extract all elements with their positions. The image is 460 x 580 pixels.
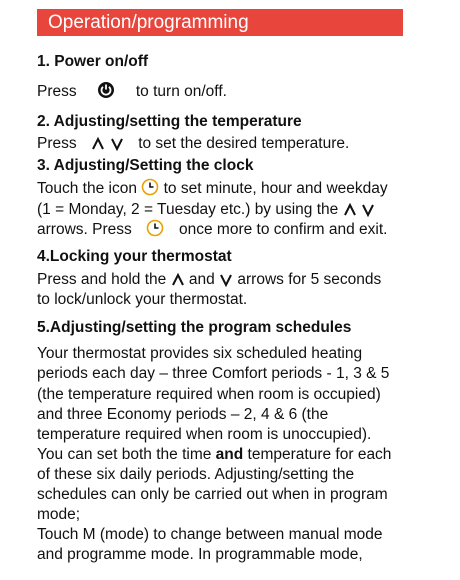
schedule-line: of these six daily periods. Adjusting/setting the [37,466,355,483]
clock-line-3: arrows. Press once more to confirm and exit. [37,221,388,238]
banner-title: Operation/programming [48,12,249,33]
heading-temperature: 2. Adjusting/setting the temperature [37,113,302,130]
schedule-line: Touch M (mode) to change between manual mode [37,526,383,543]
arrow-up-icon [171,273,185,287]
heading-program-schedules: 5.Adjusting/setting the program schedules [37,319,352,336]
arrow-up-icon [343,203,357,217]
arrow-down-icon [361,203,375,217]
schedule-line: periods each day – three Comfort periods - 1, 3 & 5 [37,365,390,382]
power-text: Press to turn on/off. [37,83,227,100]
clock-line-2: (1 = Monday, 2 = Tuesday etc.) by using the [37,200,375,220]
schedule-line: You can set both the time and temperature for each [37,446,392,463]
schedule-line: schedules can only be carried out when in program [37,486,388,503]
schedule-line: and three Economy periods – 2, 4 & 6 (the [37,406,329,423]
heading-power: 1. Power on/off [37,53,149,70]
locking-line-2: to lock/unlock your thermostat. [37,291,248,308]
clock-icon [146,219,164,237]
schedule-line: (the temperature required when room is occupied) [37,386,381,403]
power-icon [97,81,115,99]
arrow-up-icon [91,137,105,151]
heading-clock: 3. Adjusting/Setting the clock [37,157,254,174]
arrow-down-icon [110,137,124,151]
locking-line-1: Press and hold the and arrows for 5 seconds [37,271,382,288]
heading-locking: 4.Locking your thermostat [37,248,232,265]
arrow-down-icon [219,273,233,287]
schedule-line: temperature required when room is unoccupied). [37,426,372,443]
clock-icon [141,178,159,196]
schedule-line: mode; [37,506,81,523]
schedule-line: and programme mode. In programmable mode, [37,546,363,563]
schedule-line: Your thermostat provides six scheduled heating [37,345,363,362]
temperature-text: Press to set the desired temperature. [37,135,350,152]
clock-line-1: Touch the icon to set minute, hour and weekday [37,180,388,197]
section-banner [37,9,403,36]
